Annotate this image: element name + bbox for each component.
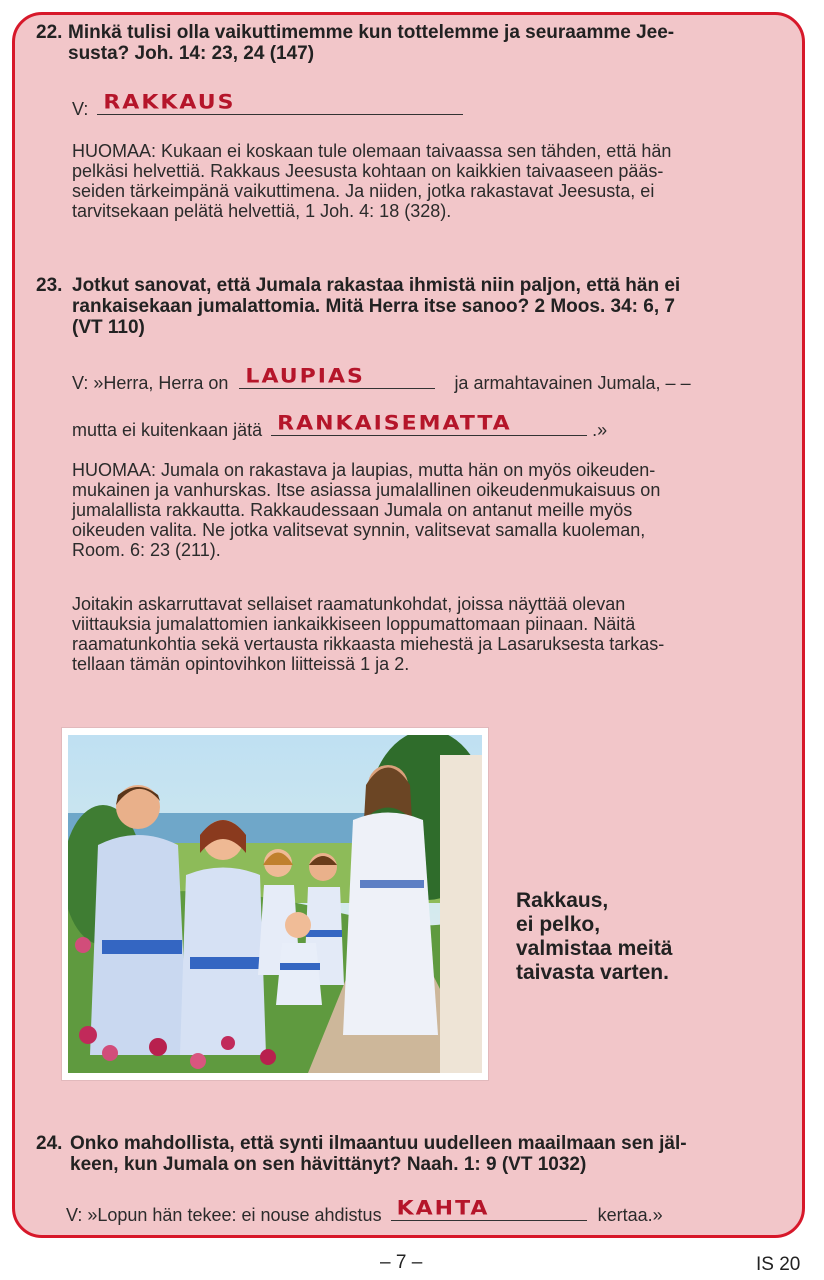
- answer-22: [72, 92, 463, 120]
- answer-prefix: mutta ei kuitenkaan jätä: [72, 420, 263, 440]
- answer-blank[interactable]: [239, 366, 435, 389]
- note-line: oikeuden valita. Ne jotka valitsevat synnin, valitsevat samalla kuoleman,: [72, 520, 646, 540]
- answer-suffix: .»: [592, 420, 608, 440]
- question-line: Minkä tulisi olla vaikuttimemme kun tottelemme ja seuraamme Jee-: [68, 22, 675, 43]
- answer-prefix: V:: [72, 99, 89, 119]
- question-number: 24.: [36, 1133, 63, 1154]
- question-line: keen, kun Jumala on sen hävittänyt? Naah. 1: 9 (VT 1032): [70, 1154, 587, 1175]
- paragraph-line: raamatunkohtia sekä vertausta rikkaasta miehestä ja Lasaruksesta tarkas-: [72, 634, 665, 654]
- caption-line: taivasta varten.: [516, 961, 669, 984]
- handwritten-answer: KAHTA: [396, 1197, 490, 1220]
- answer-suffix: ja armahtavainen Jumala, – –: [454, 373, 691, 393]
- question-line: (VT 110): [72, 317, 145, 338]
- illustration-caption: [516, 889, 672, 985]
- handwritten-answer: LAUPIAS: [245, 365, 365, 388]
- question-24: [36, 1133, 786, 1175]
- note-line: HUOMAA: Kukaan ei koskaan tule olemaan taivaassa sen tähden, että hän: [72, 141, 672, 161]
- document-code: IS 20: [756, 1254, 801, 1275]
- column: [440, 755, 482, 1073]
- question-line: susta? Joh. 14: 23, 24 (147): [68, 43, 315, 64]
- caption-line: Rakkaus,: [516, 889, 609, 912]
- question-line: Jotkut sanovat, että Jumala rakastaa ihmistä niin paljon, että hän ei: [72, 275, 681, 296]
- note-23: [72, 460, 792, 560]
- family-with-jesus-illustration: [68, 735, 482, 1073]
- note-line: tarvitsekaan pelätä helvettiä, 1 Joh. 4: 18 (328).: [72, 201, 452, 221]
- answer-blank[interactable]: [271, 413, 587, 436]
- handwritten-answer: RANKAISEMATTA: [277, 412, 512, 435]
- question-22: [36, 22, 776, 64]
- note-line: jumalallista rakkautta. Rakkaudessaan Jumala on antanut meille myös: [72, 500, 633, 520]
- paragraph-line: tellaan tämän opintovihkon liitteissä 1 ja 2.: [72, 654, 410, 674]
- question-23: [36, 275, 786, 338]
- answer-prefix: V: »Lopun hän tekee: ei nouse ahdistus: [66, 1205, 382, 1225]
- answer-blank[interactable]: [391, 1198, 587, 1221]
- note-22: [72, 141, 792, 221]
- paragraph-23: [72, 594, 792, 674]
- illustration-frame: [62, 728, 488, 1080]
- answer-23b: [72, 413, 607, 441]
- note-line: pelkäsi helvettiä. Rakkaus Jeesusta kohtaan on kaikkien taivaaseen pääs-: [72, 161, 664, 181]
- note-line: seiden tärkeimpänä vaikuttimena. Ja niiden, jotka rakastavat Jeesusta, ei: [72, 181, 655, 201]
- question-line: rankaisekaan jumalattomia. Mitä Herra itse sanoo? 2 Moos. 34: 6, 7: [72, 296, 675, 317]
- caption-line: ei pelko,: [516, 913, 601, 936]
- paragraph-line: viittauksia jumalattomien iankaikkiseen loppumattomaan piinaan. Näitä: [72, 614, 636, 634]
- paragraph-line: Joitakin askarruttavat sellaiset raamatunkohdat, joissa näyttää olevan: [72, 594, 626, 614]
- answer-23a: [72, 366, 691, 394]
- question-number: 22.: [36, 22, 63, 43]
- note-line: HUOMAA: Jumala on rakastava ja laupias, mutta hän on myös oikeuden-: [72, 460, 656, 480]
- question-line: Onko mahdollista, että synti ilmaantuu uudelleen maailmaan sen jäl-: [70, 1133, 687, 1154]
- page-number: – 7 –: [380, 1252, 423, 1273]
- answer-blank[interactable]: [97, 92, 463, 115]
- question-number: 23.: [36, 275, 63, 296]
- answer-suffix: kertaa.»: [597, 1205, 663, 1225]
- caption-line: valmistaa meitä: [516, 937, 673, 960]
- answer-24: [66, 1198, 663, 1226]
- answer-prefix: V: »Herra, Herra on: [72, 373, 229, 393]
- handwritten-answer: RAKKAUS: [103, 91, 236, 114]
- note-line: mukainen ja vanhurskas. Itse asiassa jumalallinen oikeudenmukaisuus on: [72, 480, 661, 500]
- note-line: Room. 6: 23 (211).: [72, 540, 221, 560]
